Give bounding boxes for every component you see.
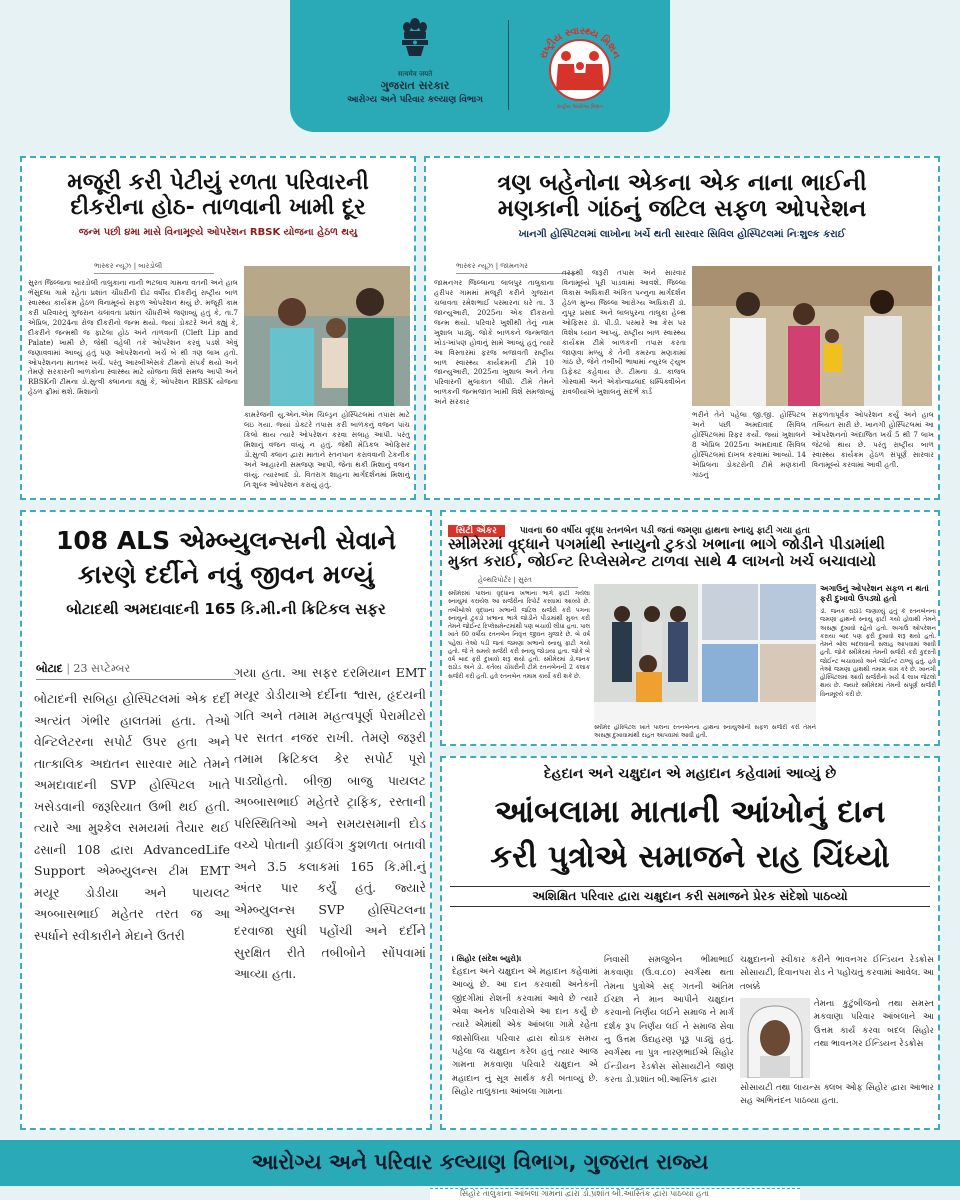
svg-text:રાષ્ટ્રીય સ્વાસ્થ્ય મિશન: રાષ્ટ્રીય સ્વાસ્થ્ય મિશન [538, 25, 622, 61]
article-eye-donation [440, 756, 940, 1130]
city-anchor-tag: સિટી એંકર [448, 525, 505, 537]
article-108-ambulance [20, 510, 432, 1130]
article-column: સુરત જિલ્લાના બારડોલી તાલુકાના નાની ભટલાવ ગામના વતની અને હાલ ભેંસુદલા ગામે રહેતા પ્રશાંત ચૌધરીની દોઢ વર્ષીય દીકરીનું રાષ્ટ્રીય બાળ સ્વાસ્થ્ય કાર્યક્રમ હેઠળ વિનામૂલ્યે સફળ ઓપરેશન થયું છે. મજૂરી કામ કરી પરિવારનું ગુજરાન ચલાવતા પ્રશાંત ચૌધરીએ જણાવ્યું હતું કે, તા.7 એપ્રિલ, 2024ના રોજ દીકરીનો જન્મ થયો. જ્યાં ડોક્ટરે અને ક્હ્યું કે, દીકરીને જન્મથી જ ફાટેલા હોઠ અને તાળવાની (Cleft Lip and Palate) ખામી છે, જેથી વહેલી તકે ઓપરેશન કરવું પડશે એવું જણાવવામાં આવ્યું હતું પણ ઓપરેશનનો ખર્ચ બે થી ત્રણ લાખ હતો. ઓપરેશનના માતબર ખર્ચ. પરંતુ આરબીએસકે ટીમનો સંપર્ક થયો અને તેમણે સરકારની બાળકોના સ્વાસ્થ્ય માટે યોજના વિશે સમજ આપી અને RBSKની ટીમના ડો.સુત્વી ક્લાનના ક્હ્યું કે, ઓપરેશન RBSK યોજના હેઠળ ફ્રીમાં થશે. મિશાનો [28, 278, 238, 397]
header-divider [508, 20, 509, 110]
gujarat-gov-block [330, 14, 500, 105]
article-photo-collage [594, 584, 816, 734]
article-column: ચક્ષુદાનનો સ્વીકાર કરીને ભાવનગર ઈન્ડિયન રેડક્રોસ સોસાયટી, દિવાનપરા રોડ ને પહોંચતું કરવામાં આવેલ. આ તબક્કે [740, 955, 934, 992]
article-byline: ભાસ્કર ન્યૂઝ | બારડોલી [94, 262, 214, 274]
article-byline: ભાસ્કર ન્યૂઝ | જામનગર [456, 262, 576, 274]
article-subheadline: અશિક્ષિત પરિવાર દ્વારા ચક્ષુદાન કરી સમાજને પ્રેરક સંદેશો પાઠવ્યો [450, 886, 930, 907]
article-kicker: દેહદાન અને ચક્ષુદાન એ મહાદાન કહેવામાં આવ્યું છે [543, 766, 837, 782]
emblem-motto: सत्यमेव जयते [397, 70, 433, 78]
article-dateline: । સિહોર (સંદેશ બ્યુરો)। [452, 954, 522, 963]
header-band [290, 0, 670, 132]
article-headline: આંબલામા માતાની આંખોનું દાન કરી પુત્રોએ સમાજને રાહ ચિંધ્યો [490, 794, 890, 875]
article-column: કામરેજની યુ.એન.એમ ચિલ્ડ્રન હોસ્પિટલમાં તપાસ માટે લઇ ગયા. જ્યાં ડોક્ટરે તપાસ કરી બાળકનું વજન પાંચ કિલો થાય ત્યારે ઓપરેશન કરવા સલાહ આપી. પરંતુ મિશાનું વજન વધ્યું ન હતું. જેથી મેડિકલ ઓફિસર ડો.સુત્વી ક્લાન દ્વારા માતાને સ્તનપાન કરાવવાની ટેકનીક અને આહારની સમજણ આપી, જેના થકી મિશાનું વજન વધ્યું. ત્યારબાદ ડો. વિતરાગ શાહના માર્ગદર્શનમાં મિશાનું નિઃશુલ્ક ઓપરેશન કરાયું હતું. [244, 410, 410, 489]
article-photo-family [244, 266, 410, 406]
article-column: સ્મીમેરમાં પાલના વૃદ્ધાના ખભાના ભાગે ફાટી ગયેલા સ્નાયુમાં કરાયેલ આ સર્જરીના રિપોર્ટ કરવામાં આવ્યો છે. તબીબોએ વૃદ્ધાના ખભાની જટિલ સર્જરી કરી પગના સ્નાયુનો ટુકડો ખભાના ભાગે જોડીને પીડામાંથી મુક્ત કરી તેમને જોઈન્ટ રિપ્લેસમેન્ટમાંથી પણ બચાવી લીધા હતા. પાલ ખાતે 60 વર્ષીય રતનબેન નિવૃત્ત જીવન ગુજારે છે. બે વર્ષ પહેલાં તેઓ પડી જતાં જમણા ખભાનો સ્નાયુ ફાટી ગયો હતો. જે તે સમયે સર્જરી કરી સ્નાયુ જોડાયા હતા. જોકે બે વર્ષ બાદ ફરી દુખાવો શરૂ થયો હતો. સ્મીમેરમાં ડો.જનક રાઠોડ અને ડો. કર્તવ્ય ચૌધરીની ટીમે રતનબેનની 2 કલાક સર્જરી કરી હતી. હવે રતનબેન તમામ કાર્યો કરી શકે છે. [448, 590, 590, 680]
article-photo-portrait [740, 998, 810, 1078]
article-subheadline: બોટાદથી અમદાવાદની 165 કિ.મી.ની ક્રિટિકલ સફર [66, 599, 386, 618]
article-column: ડો. જનક રાઠોડે જણાવ્યું હતું કે રતનબેનના જમણા હાથનો સ્નાયુ ફાટી ગયો હોવાથી તેમને અસહ્ય દુખાવો રહેતો હતો. અગાઉ ઓપરેશન કરાયા બાદ પણ ફરી દુખાવો શરૂ થયો હતો. તેમને બોલ બદલવાની સલાહ આપવામાં આવી હતી. જોકે સ્મીમેરમાં તેમની સર્જરી કરી કુદરતી જોઈન્ટ બચાવાયો અને જોઈન્ટ ટાળ્યું હતું. હવે તેઓ જમણા હાથથી તમામ કામ કરે છે. ખાનગી હોસ્પિટલમાં આવી સર્જરીનો ખર્ચ 4 લાખ જેટલો થાય છે. જ્યારે સ્મીમેરમાં તેમની સંપૂર્ણ સર્જરી વિનામૂલ્યે કરી છે. [820, 608, 936, 698]
department-name: આરોગ્ય અને પરિવાર કલ્યાણ વિભાગ [347, 95, 483, 105]
article-column: નિવાસી સમજુબેન ભીમાભાઈ મકવાણા (ઉ.વ.૮૦) સ્વર્ગસ્થ થતા તેમના પુત્રોએ સદ્ ગતની અંતિમ ઈચ્છા ને માન આપીને ચક્ષુદાન કરવાનો નિર્ણય લઈને સમાજ ને માર્ગ દર્શક રૂપ નિર્ણય લઈ ને સમાજ સેવા નુ ઉત્તમ ઉદાહરણ પૂરૂ પાડ્યું હતું. સ્વર્ગસ્થ ના પુત્ર નારણભાઈએ સિહોર ઈન્ડીયન રેડક્રોસ સોસાયટીને જાણ કરતા ડો.પ્રશાંત બી.આસ્તિક દ્વારા [604, 955, 734, 1085]
article-headline: ત્રણ બહેનોના એકના એક નાના ભાઈની મણકાની ગાંઠનું જટિલ સફળ ઓપરેશન [497, 170, 867, 223]
article-photo-hospital [692, 266, 932, 406]
article-column: સફળતાપૂર્વક ઓપરેશન કર્યું અને હાલ તબિયત સારી છે. ખાનગી હોસ્પિટલમાં આ ઓપરેશનનો અંદાજિત ખર્ચ 5 થી 7 લાખ જેટલો થાય છે. પરંતુ રાષ્ટ્રીય બાળ સ્વાસ્થ્ય કાર્યક્રમ હેઠળ સંપૂર્ણ સારવાર વિનામૂલ્યે કરવામાં આવી હતી. [812, 410, 934, 469]
side-column-heading: અગાઉનું ઓપરેશન સફળ ન થતાં ફરી દુખાવો ઉપડ્યો હતો [820, 584, 929, 604]
article-headline: 108 ALS એમ્બ્યુલન્સની સેવાને કારણે દર્દીને નવું જીવન મળ્યું [55, 526, 397, 589]
article-column: જામનગર જિલ્લાના લાલપુર તાલુકાના હરીપર ગામમાં મજૂરી કરીને ગુજરાન ચલાવતા રમેશભાઈ પરમારના ઘરે તા. 3 જાન્યુઆરી, 2025ના એક દીકરાનો જન્મ થયો. પરિવારે ખુશીથી તેનું નામ ખુશાલ પાડ્યું. જોકે બાળકને જન્મજાત ખોડ-ખાંપણ હોવાનું સામે આવ્યું હતું ત્યારે આ વિસ્તારમાં ફરજ બજાવતી રાષ્ટ્રીય બાળ સ્વાસ્થ્ય કાર્યક્રમની ટીમે 10 જાન્યુઆરી, 2025ના ખુશાલ અને તેના પરિવારની મુલાકાત લીધી. ટીમે તેમને બાળકની જન્મજાત ખામી વિશે સમજાવ્યું અને સરકાર [434, 278, 554, 407]
gov-name: ગુજરાત સરકાર [380, 79, 450, 92]
article-subheadline: જન્મ પછી ૪મા માસે વિનામૂલ્યે ઓપરેશન RBSK યોજના હેઠળ થયુ [78, 226, 358, 238]
svg-text:રાષ્ટ્રીય આરોગ્ય મિશન: રાષ્ટ્રીય આરોગ્ય મિશન [556, 104, 604, 110]
article-cleft-lip [20, 156, 416, 500]
article-dateline: બોટાદ | 23 સપ્ટેમ્બર [36, 662, 236, 680]
article-subheadline: ખાનગી હોસ્પિટલમાં લાખોના ખર્ચે થતી સારવાર સિવિલ હોસ્પિટલમાં નિઃશુલ્ક કરાઈ [518, 228, 846, 240]
photo-caption: સ્મીમેર હોસ્પિટલ ખાતે પાલના રતનબેનના હાથના સ્નાયુઓની સફળ સર્જરી કરી તેમને અસહ્ય દુખાવામાંથી રાહત આપવામાં આવી હતી. [594, 724, 816, 746]
nhm-logo-icon [530, 16, 630, 116]
article-column: તરફથી જરૂરી તપાસ અને સારવાર વિનામૂલ્યે પૂરી પાડવામાં આવશે. જિલ્લા વિકાસ અધિકારી અંકિત પન્નુના માર્ગદર્શન હેઠળ મુખ્ય જિલ્લા આરોગ્ય અધિકારી ડૉ. નુપૂર પ્રસાદ અને લાલપુરના તાલુકા હેલ્થ ઓફિસર ડૉ. પી.ડી. પરમારે આ કેસ પર વિશેષ ધ્યાન આપ્યું. રાષ્ટ્રીય બાળ સ્વાસ્થ્ય કાર્યક્રમ ટીમે બાળકની તપાસ કરતા જાણવા મળ્યું કે તેની કમરના મણકામાં ગાંઠ છે, જેને તબીબી ભાષામાં ન્યુરલ ટ્યુબ ડિફેક્ટ કહેવાય છે. ટીમના ડૉ. કાજલ ગોસ્વામી અને એકોન્વાહ્લાદ ઘમ્પિક્વીબેન રાવલીયાએ ખુશાલનું સંદર્ભ કાર્ડ [562, 268, 686, 397]
article-byline: હેલ્થરિપોર્ટર | સુરત [478, 576, 578, 588]
article-spine-surgery [424, 156, 940, 500]
article-headline: સ્મીમેરમાં વૃદ્ધાને પગમાંથી સ્નાયુનો ટુકડો ખભાના ભાગે જોડીને પીડામાંથી મુક્ત કરાઈ, જોઈન્ટ રિપ્લેસમેન્ટ ટાળવા સાથે 4 લાખનો ખર્ચ બચાવાયો [448, 535, 885, 571]
article-smimer-shoulder [440, 510, 940, 746]
article-column: ગયા હતા. આ સફર દરમિયાન EMT મયૂર ડોડીયાએ દર્દીના શ્વાસ, હૃદયની ગતિ અને તમામ મહત્વપૂર્ણ પેરામીટરો પર સતત નજર રાખી. તેમણે જરૂરી તમામ ક્રિટિકલ કેર સપોર્ટ પૂરો પાડ્યોહતો. બીજી બાજુ પાયલટ અબ્બાસભાઈ મહેતરે ટ્રાફિક, રસ્તાની પરિસ્થિતિઓ અને સમયસમાની દોડ વચ્ચે પોતાની ડ્રાઈવિંગ કુશળતા બતાવી અને 3.5 કલાકમાં 165 કિ.મી.નું અંતર પાર કર્યું હતું. જ્યારે એમ્બ્યુલન્સ SVP હોસ્પિટલના દરવાજા સુધી પહોંચી અને દર્દીને સુરક્ષિત રીતે તબીબોને સોંપવામાં આવ્યા હતા. [234, 665, 426, 981]
article-column: બોટાદની સબિહા હોસ્પિટલમાં એક દર્દી અત્યંત ગંભીર હાલતમાં હતા. તેઓ વેન્ટિલેટરના સપોર્ટ ઉપર હતા અને તાત્કાલિક અદ્યતન સારવાર માટે તેમને અમદાવાદની SVP હોસ્પિટલ ખાતે ખસેડવાની જરૂરિયાત ઉભી થઈ હતી. ત્યારે આ મુશ્કેલ સમયમાં તૈયાર થઈ ઢસાની 108 દ્વારા AdvancedLife Support એમ્બ્યુલન્સ ટીમ EMT મયૂર ડોડીયા અને પાયલટ અબ્બાસભાઈ મહેતર તરત જ આ સ્પર્ધાને સ્વીકારીને મેદાને ઉતરી [34, 691, 230, 943]
article-column: તેમના કુટુંબીજનો તથા સમસ્ત મકવાણા પરિવાર આંબલાને આ ઉત્તમ કાર્ય કરવા બદલ સિહોર તથા ભાવનગર ઈન્ડિયન રેડક્રોસ [814, 999, 934, 1049]
city-anchor-row [448, 518, 934, 536]
national-emblem-icon [397, 14, 433, 62]
article-column: સોસાયટી તથા લાયન્સ ક્લબ ઓફ સિહોર દ્વારા આભાર સહ અભિનંદન પાઠવ્યા હતા. [740, 1083, 934, 1107]
article-headline: મજૂરી કરી પેટીયું રળતા પરિવારની દીકરીના હોઠ- તાળવાની ખામી દૂર [67, 170, 369, 221]
article-column: ભરીને તેને પહેલા જી.જી. હોસ્પિટલ અને પછી અમદાવાદ સિવિલ હોસ્પિટલમાં રિફર કર્યો. જ્યાં ખુશાલને 8 એપ્રિલ 2025ના અમદાવાદ સિવિલ હોસ્પિટલમાં દાખલ કરવામાં આવ્યો. 14 એપ્રિલના ડોક્ટરોની ટીમે મણકાની ગાંઠનું [692, 410, 806, 479]
article-column: દેહદાન અને ચક્ષુદાન એ મહાદાન કહેવામાં આવ્યું છે. આ દાન કરવાથી અનેકની જીંદગીમાં રોશની કરવામાં આવે છે ત્યારે એવા અનેક પરિવારોએ આ દાન કર્યું છે ત્યારે એમાંથી એક આંબલા ગામે રહેતા જાસોલિયા પરિવાર દ્વારા થોડાક સમય પહેલા જ ચક્ષુદાન કરેલ હતું ત્યાર આજ ગામના મકવાણા પરિવારે ચક્ષુદાન એ મહાદાન નું સૂત્ર સાર્થક કરી બતાવ્યું છે. સિહોર તાલુકાના આંબલા ગામના [452, 967, 598, 1097]
article-kicker: પાવના 60 વર્ષીય વૃદ્ધા રતનબેન પડી જતાં જમણા હાથના સ્નાયુ ફાટી ગયા હતા [519, 526, 810, 536]
clipped-article-strip: સિહોર તાલુકાના આંબલા ગામના દ્વારા ડો.પ્રશાંત બી.આસ્તિક દ્વારા પાઠવ્યા હતા [430, 1188, 800, 1200]
footer-title: આરોગ્ય અને પરિવાર કલ્યાણ વિભાગ, ગુજરાત રાજ્ય [251, 1150, 709, 1174]
